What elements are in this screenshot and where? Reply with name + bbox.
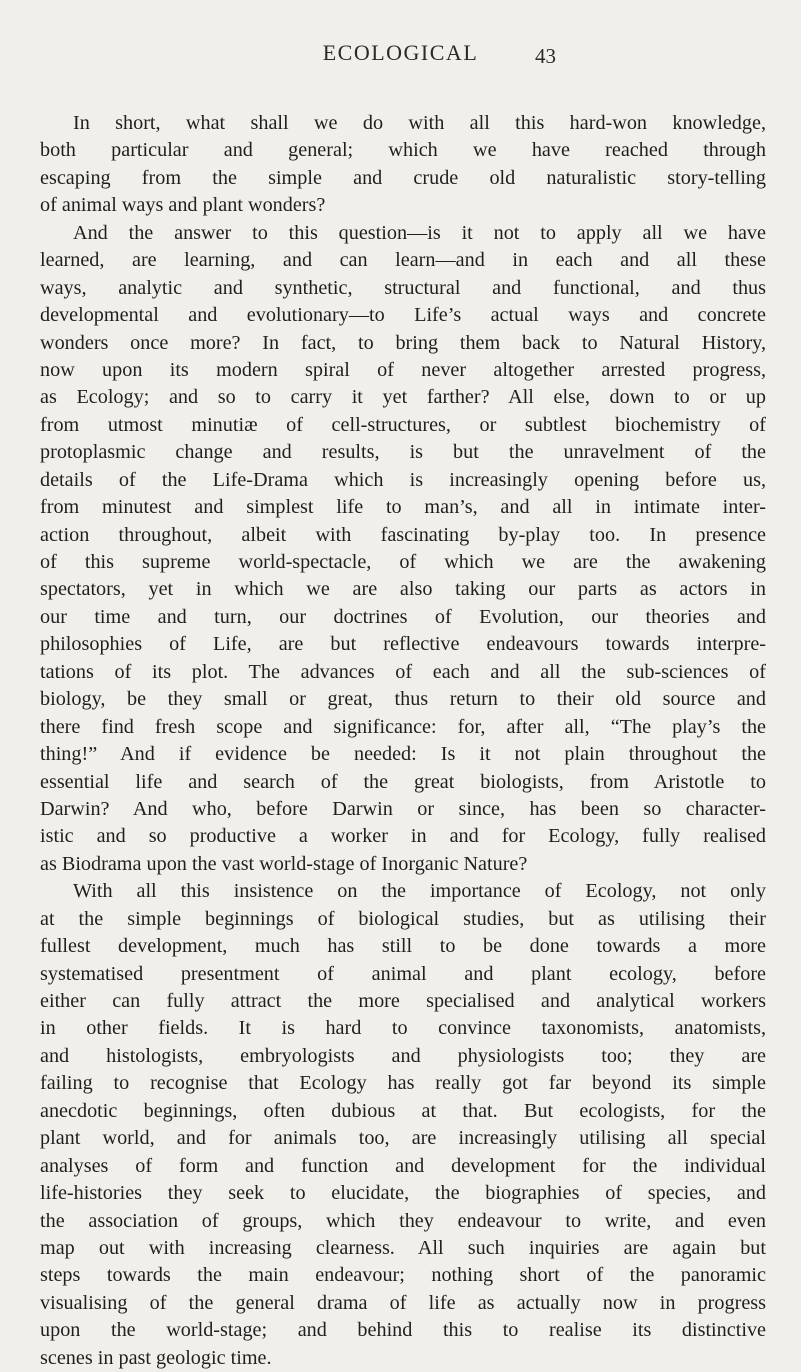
text-line: essential life and search of the great biologists, from Aristotle to [40, 770, 766, 793]
text-line: In short, what shall we do with all this hard-won knowledge, [73, 112, 766, 134]
text-line: there find fresh scope and significance: for, after all, “The play’s the [40, 715, 766, 738]
running-head [0, 40, 801, 70]
text-line: Darwin? And who, before Darwin or since, has been so character- [40, 797, 766, 820]
text-line: upon the world-stage; and behind this to realise its distinctive [40, 1319, 766, 1342]
text-line: ways, analytic and synthetic, structural and functional, and thus [40, 276, 766, 299]
text-line: as Biodrama upon the vast world-stage of Inorganic Nature? [40, 852, 528, 875]
text-line: thing!” And if evidence be needed: Is it not plain throughout the [40, 743, 766, 766]
text-line: anecdotic beginnings, often dubious at that. But ecologists, for the [40, 1099, 766, 1122]
page-number: 43 [535, 44, 556, 68]
body-text [40, 110, 766, 1372]
text-line: spectators, yet in which we are also taking our parts as actors in [40, 578, 766, 601]
text-line: systematised presentment of animal and plant ecology, before [40, 962, 766, 985]
text-line: life-histories they seek to elucidate, the biographies of species, and [40, 1182, 766, 1205]
text-line: protoplasmic change and results, is but the unravelment of the [40, 441, 766, 464]
text-line: philosophies of Life, are but reflective endeavours towards interpre- [40, 633, 766, 656]
text-line: escaping from the simple and crude old naturalistic story-telling [40, 166, 766, 189]
text-line: our time and turn, our doctrines of Evolution, our theories and [40, 605, 766, 628]
text-line: learned, are learning, and can learn—and in each and all these [40, 249, 766, 272]
text-line: and histologists, embryologists and physiologists too; they are [40, 1044, 766, 1067]
text-line: at the simple beginnings of biological studies, but as utilising their [40, 907, 766, 930]
text-line: from utmost minutiæ of cell-structures, or subtlest biochemistry of [40, 413, 766, 436]
text-line: analyses of form and function and development for the individual [40, 1154, 766, 1177]
text-line: details of the Life-Drama which is increasingly opening before us, [40, 468, 766, 491]
text-line: in other fields. It is hard to convince taxonomists, anatomists, [40, 1017, 766, 1040]
text-line: both particular and general; which we have reached through [40, 139, 766, 162]
text-line: the association of groups, which they endeavour to write, and even [40, 1209, 766, 1232]
text-line: scenes in past geologic time. [40, 1346, 272, 1369]
text-line: fullest development, much has still to be done towards a more [40, 935, 766, 958]
text-line: of animal ways and plant wonders? [40, 194, 326, 217]
text-line: developmental and evolutionary—to Life’s actual ways and concrete [40, 304, 766, 327]
text-line: steps towards the main endeavour; nothing short of the panoramic [40, 1264, 766, 1287]
text-line: wonders once more? In fact, to bring them back to Natural History, [40, 331, 766, 354]
text-line: istic and so productive a worker in and for Ecology, fully realised [40, 825, 766, 848]
text-line: tations of its plot. The advances of each and all the sub-sciences of [40, 660, 766, 683]
text-line: And the answer to this question—is it not to apply all we have [73, 221, 766, 244]
text-line: visualising of the general drama of life as actually now in progress [40, 1291, 766, 1314]
text-line: With all this insistence on the importance of Ecology, not only [73, 880, 766, 903]
text-line: biology, be they small or great, thus return to their old source and [40, 688, 766, 711]
text-line: from minutest and simplest life to man’s, and all in intimate inter- [40, 496, 766, 519]
text-line: action throughout, albeit with fascinating by-play too. In presence [40, 523, 766, 546]
running-title: ECOLOGICAL [322, 40, 479, 65]
text-line: map out with increasing clearness. All such inquiries are again but [40, 1236, 766, 1259]
text-line: now upon its modern spiral of never altogether arrested progress, [40, 358, 766, 381]
text-line: of this supreme world-spectacle, of which we are the awakening [40, 551, 766, 573]
text-line: plant world, and for animals too, are increasingly utilising all special [40, 1127, 766, 1150]
text-line: failing to recognise that Ecology has really got far beyond its simple [40, 1072, 766, 1095]
text-line: either can fully attract the more specialised and analytical workers [40, 990, 766, 1012]
text-line: as Ecology; and so to carry it yet farther? All else, down to or up [40, 386, 766, 409]
